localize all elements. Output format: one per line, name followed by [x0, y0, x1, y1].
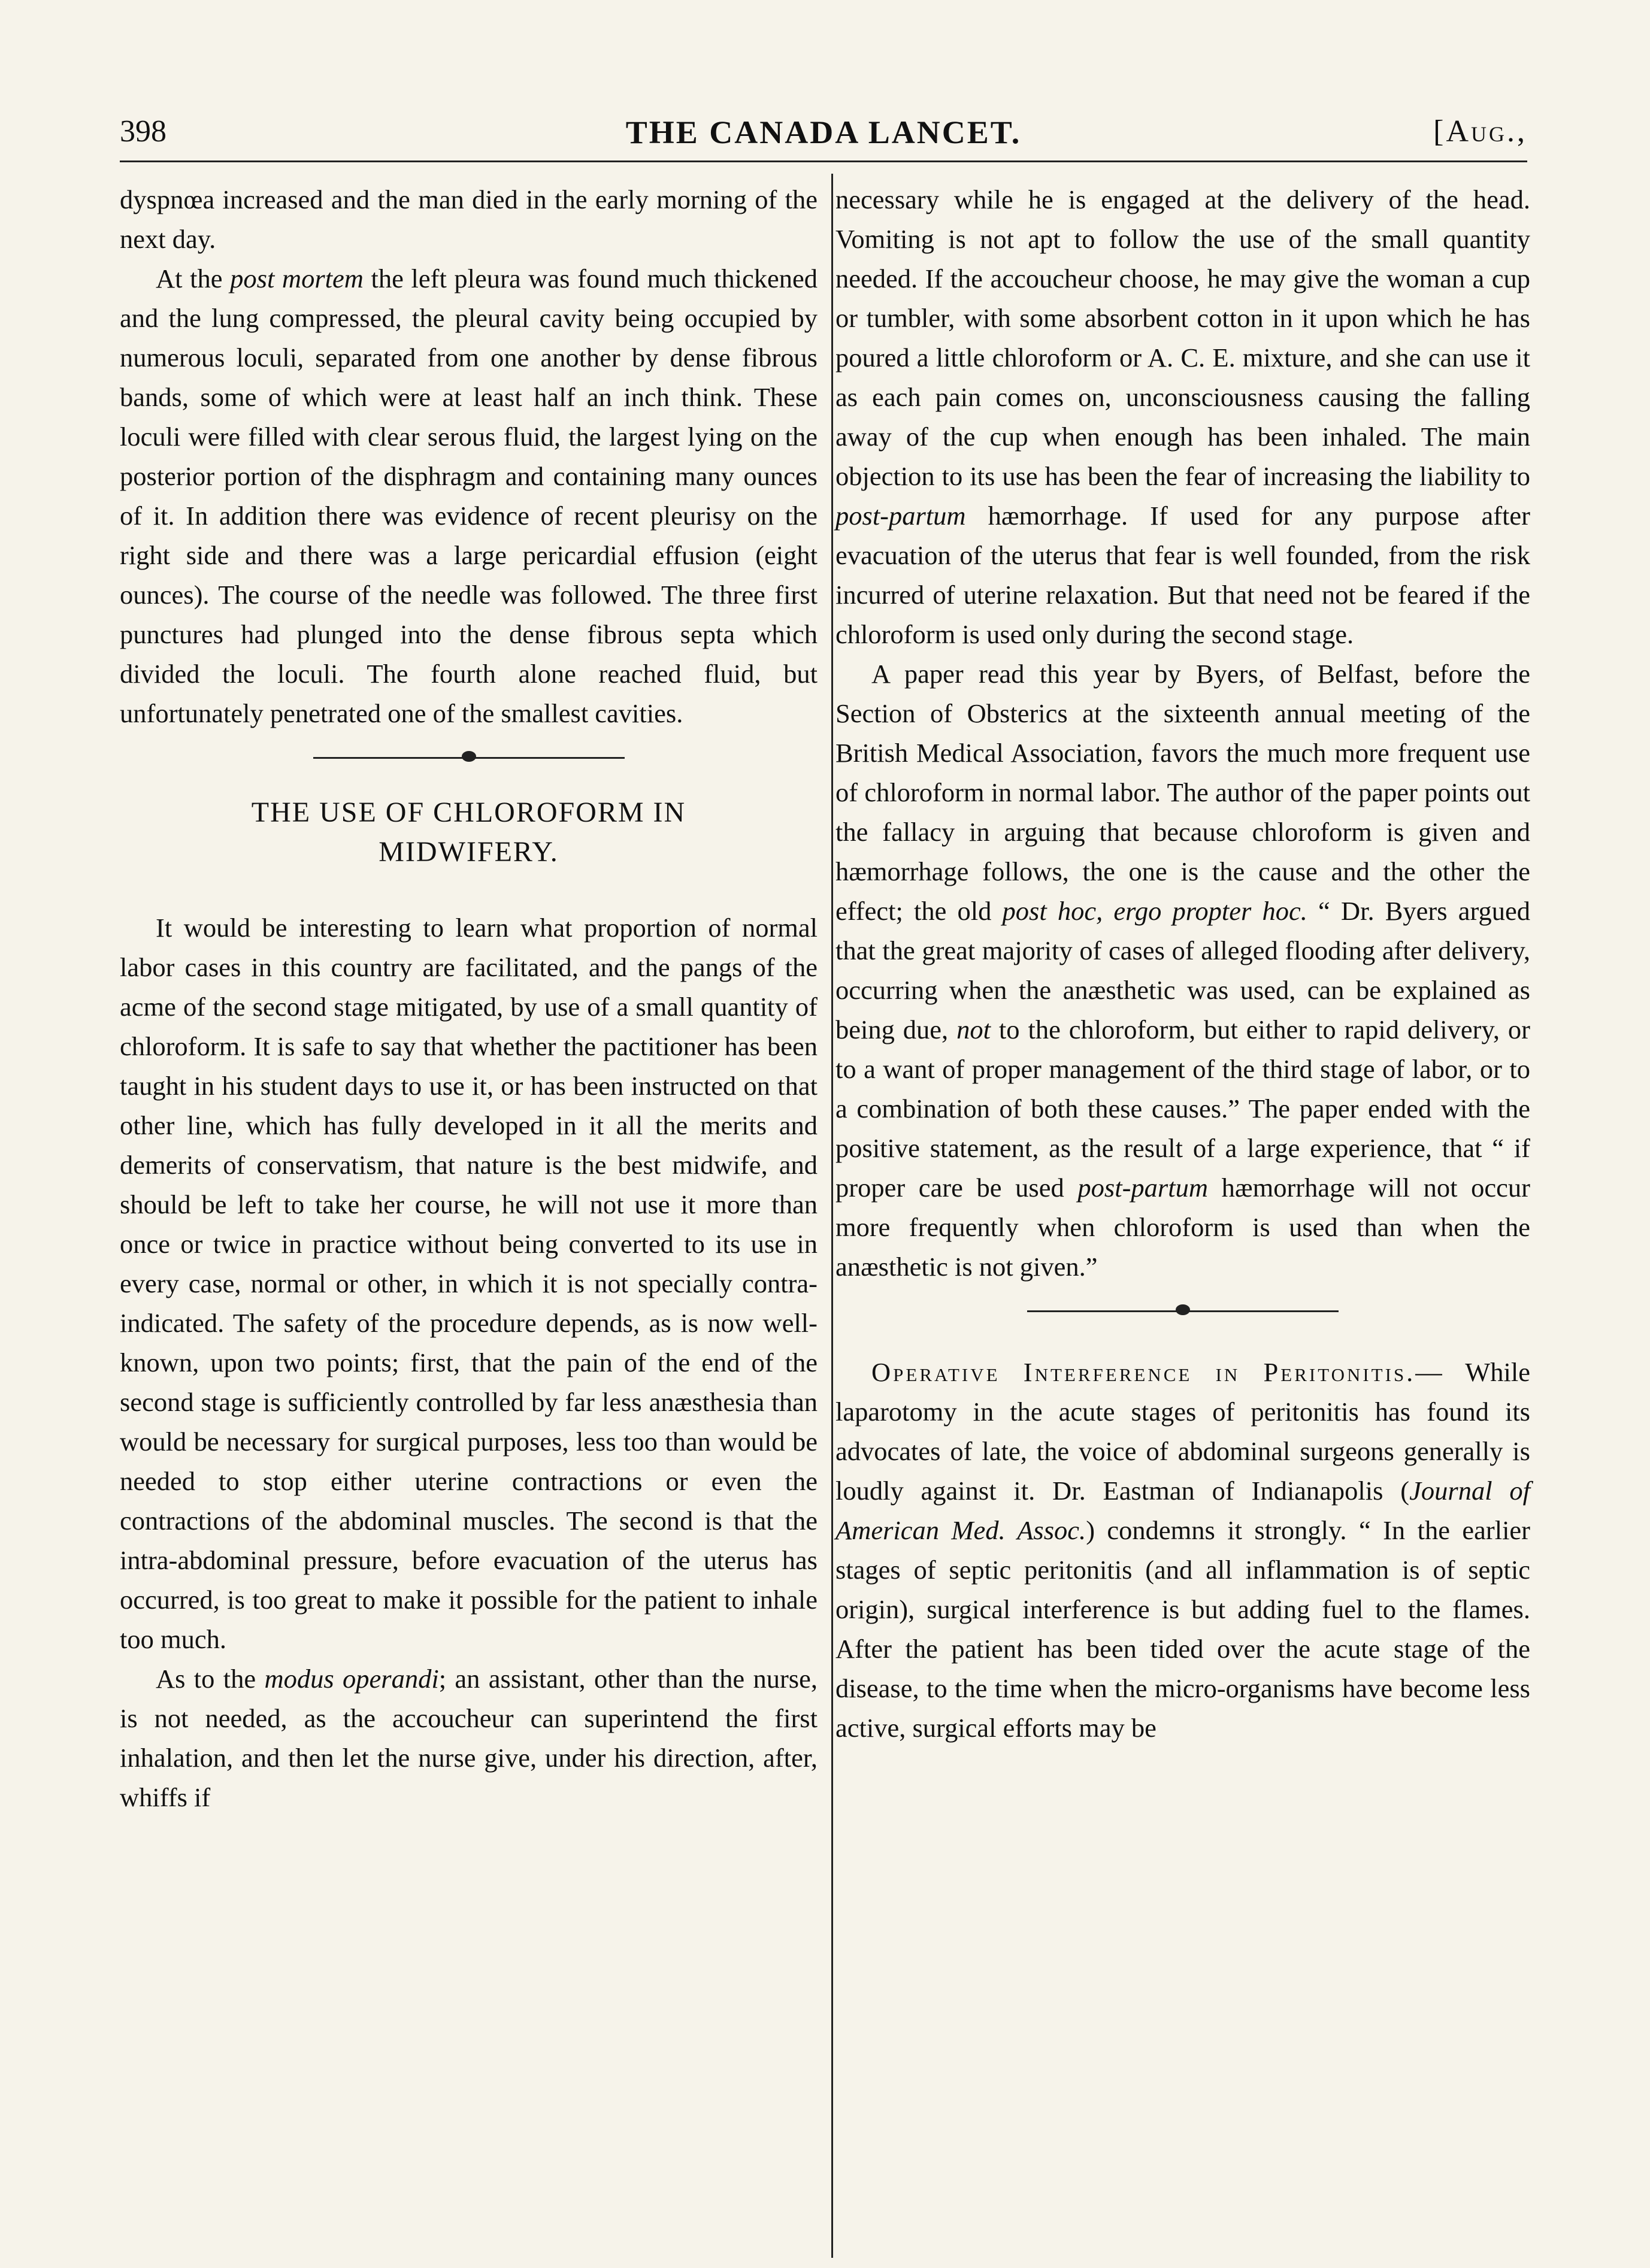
- paragraph: [835, 1352, 1530, 1748]
- text-run: “ Dr. Byers argued that the great majority of cases of alleged flooding after delivery, occurring when the anæsthetic was used, can be explained as being due,: [835, 896, 1531, 1044]
- issue-month: [Aug.,: [1433, 114, 1527, 149]
- italic-run: post hoc, ergo propter hoc.: [1002, 896, 1307, 926]
- italic-run: not: [956, 1015, 991, 1044]
- column-divider: [831, 174, 833, 2258]
- paragraph: dyspnœa increased and the man died in the early morning of the next day.: [120, 184, 818, 254]
- right-column: [835, 180, 1530, 1748]
- text-run: hæmorrhage will not occur more frequently when chloroform is used than when the anæsthetic is not given.”: [835, 1173, 1530, 1282]
- paragraph: It would be interesting to learn what proportion of normal labor cases in this country are facilitated, and the pangs of the acme of the second stage mitigated, by use of a small quantity of chloroform. It is safe to say that whether the pactitioner has been taught in his student days to use it, or has been instructed on that other line, which has fully developed in it all the merits and demerits of conservatism, that nature is the best midwife, and should be left to take her course, he will not use it more than once or twice in practice without being converted to its use in every case, normal or other, in which it is not specially contra-indicated. The safety of the procedure depends, as is now well-known, upon two points; first, that the pain of the end of the second stage is sufficiently controlled by far less anæsthesia than would be necessary for surgical purposes, less too than would be needed to stop either uterine contractions or even the contractions of the abdominal muscles. The second is that the intra-abdominal pressure, before evacuation of the uterus has occurred, is too great to make it possible for the patient to inhale too much.: [120, 913, 818, 1654]
- text-run: necessary while he is engaged at the delivery of the head. Vomiting is not apt to follow the use of the small quantity needed. If the accoucheur choose, he may give the woman a cup or tumbler, with some absorbent cotton in it upon which he has poured a little chloroform or A. C. E. mixture, and she can use it as each pain comes on, unconsciousness causing the falling away of the cup when enough has been inhaled. The main objection to its use has been the fear of increasing the liability to: [835, 184, 1530, 491]
- text-run: As to the: [156, 1664, 265, 1694]
- text-run: the left pleura was found much thickened and the lung compressed, the pleural cavity being occupied by numerous loculi, separated from one another by dense fibrous bands, some of which were at least half an inch think. These loculi were filled with clear serous fluid, the largest lying on the posterior portion of the disphragm and containing many ounces of it. In addition there was evidence of recent pleurisy on the right side and there was a large pericardial effusion (eight ounces). The course of the needle was followed. The three first punctures had plunged into the dense fibrous septa which divided the loculi. The fourth alone reached fluid, but unfortunately penetrated one of the smallest cavities.: [120, 264, 818, 728]
- text-run: ) condemns it strongly. “ In the earlier stages of septic peritonitis (and all inflammation is of septic origin), surgical interference is but adding fuel to the flames. After the patient has been tided over the acute stage of the disease, to the time when the micro-organisms have become less active, surgical efforts may be: [835, 1515, 1530, 1743]
- text-run: At the: [156, 264, 231, 293]
- italic-run: post mortem: [230, 264, 364, 293]
- article-title-line: THE USE OF CHLOROFORM IN: [251, 797, 686, 828]
- page-header: [120, 114, 1527, 168]
- article-title: [120, 793, 818, 872]
- left-column: [120, 180, 818, 1817]
- italic-run: modus operandi: [264, 1664, 439, 1694]
- article-title-line: MIDWIFERY.: [379, 836, 559, 868]
- journal-title: THE CANADA LANCET.: [625, 114, 1022, 150]
- text-run: A paper read this year by Byers, of Belfast, before the Section of Obsterics at the sixteenth annual meeting of the British Medical Association, favors the much more frequent use of chloroform in normal labor. The author of the paper points out the fallacy in arguing that because chloroform is given and hæmorrhage follows, the one is the cause and the other the effect; the old: [835, 659, 1530, 926]
- text-run: hæmorrhage. If used for any purpose after evacuation of the uterus that fear is well founded, from the risk incurred of uterine relaxation. But that need not be feared if the chloroform is used only during the second stage.: [835, 501, 1530, 649]
- section-divider: [835, 1286, 1530, 1340]
- italic-run: post-partum: [1077, 1173, 1208, 1203]
- paragraph: [835, 654, 1530, 1286]
- text-run: to the chloroform, but either to rapid delivery, or to a want of proper management of the third stage of labor, or to a combination of both these causes.” The paper ended with the positive statement, as the result of a large experience, that “ if proper care be used: [835, 1015, 1530, 1203]
- section-divider: [120, 733, 818, 787]
- header-rule: [120, 161, 1527, 162]
- page-number: 398: [120, 114, 166, 149]
- italic-run: post-partum: [835, 501, 966, 531]
- text-run: ; an assistant, other than the nurse, is not needed, as the accoucheur can superintend the first inhalation, and then let the nurse give, under his direction, after, whiffs if: [120, 1664, 818, 1812]
- text-run: While laparotomy in the acute stages of peritonitis has found its advocates of late, the voice of abdominal surgeons generally is loudly against it. Dr. Eastman of Indianapolis (: [835, 1357, 1530, 1506]
- paragraph: [120, 1659, 818, 1817]
- paragraph: [835, 180, 1530, 654]
- paragraph: [120, 259, 818, 733]
- section-heading: Operative Interference in Peritonitis.—: [871, 1357, 1445, 1387]
- italic-run: Journal of American Med. Assoc.: [835, 1476, 1530, 1545]
